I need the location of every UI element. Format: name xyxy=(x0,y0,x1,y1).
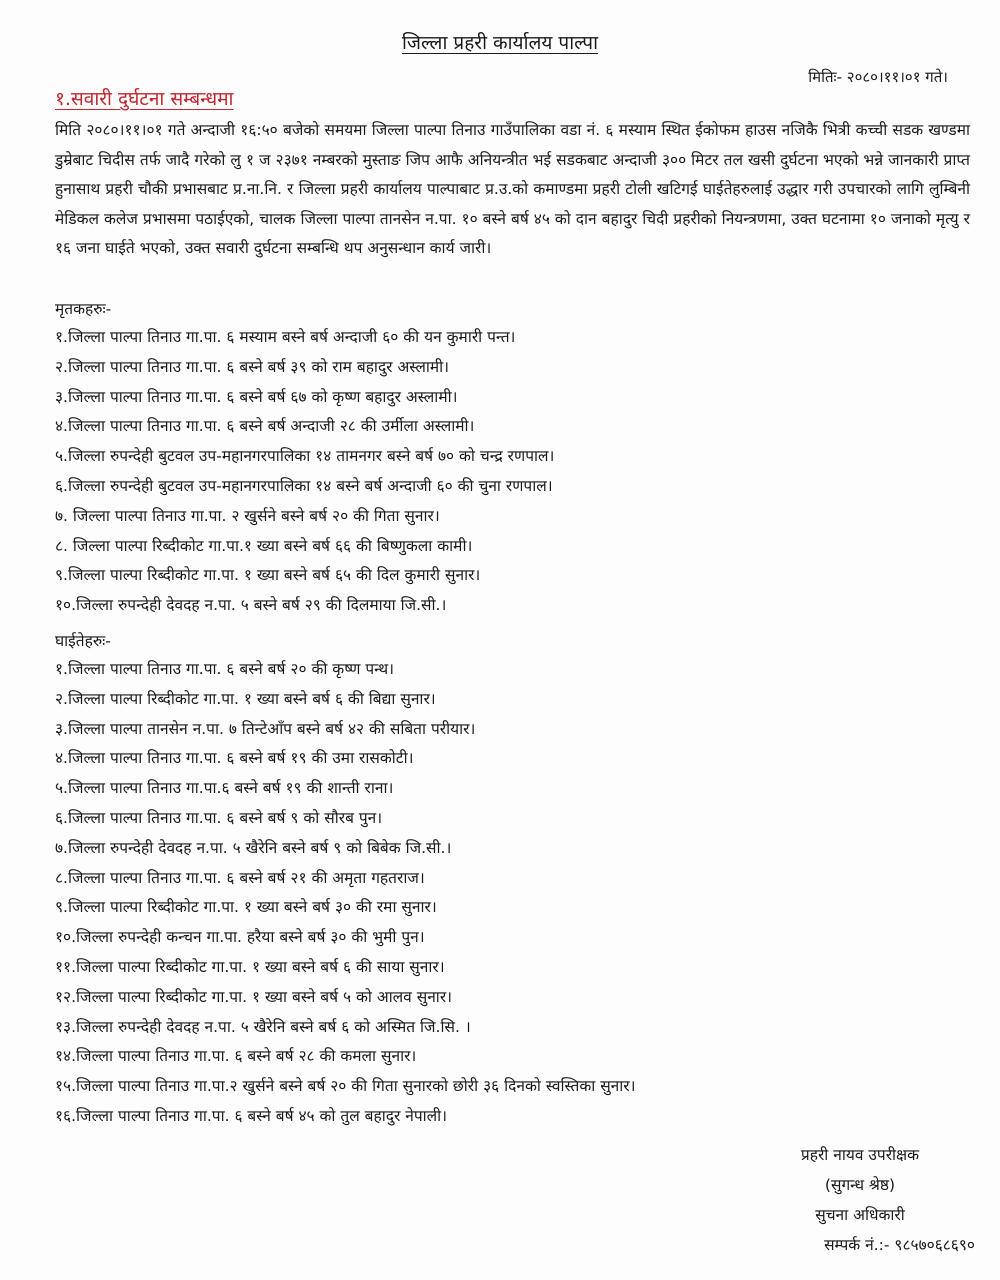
injured-item: १०.जिल्ला रुपन्देही कन्चन गा.पा. हरैया बस्ने बर्ष ३० की भुमी पुन। xyxy=(55,928,425,947)
signature-block xyxy=(745,1140,975,1260)
deceased-item: १०.जिल्ला रुपन्देही देवदह न.पा. ५ बस्ने बर्ष २९ की दिलमाया जि.सी.। xyxy=(55,596,447,615)
injured-item: १५.जिल्ला पाल्पा तिनाउ गा.पा.२ खुर्सने बस्ने बर्ष २० की गिता सुनारको छोरी ३६ दिनको स्वस्तिका सुनार। xyxy=(55,1077,636,1096)
officer-role: सुचना अधिकारी xyxy=(815,1206,905,1224)
subject-heading: १.सवारी दुर्घटना सम्बन्धमा xyxy=(55,88,234,110)
injured-heading: घाईतेहरुः- xyxy=(55,632,111,650)
injured-item: ७.जिल्ला रुपन्देही देवदह न.पा. ५ खैरेनि बस्ने बर्ष ९ को बिबेक जि.सी.। xyxy=(55,838,452,857)
office-title-text: जिल्ला प्रहरी कार्यालय पाल्पा xyxy=(401,32,599,54)
injured-item: ६.जिल्ला पाल्पा तिनाउ गा.पा. ६ बस्ने बर्ष ९ को सौरब पुन। xyxy=(55,808,383,827)
injured-item: ४.जिल्ला पाल्पा तिनाउ गा.पा. ६ बस्ने बर्ष १९ की उमा रासकोटी। xyxy=(55,749,414,768)
office-title xyxy=(0,30,1000,56)
injured-item: १४.जिल्ला पाल्पा तिनाउ गा.पा. ६ बस्ने बर्ष २८ की कमला सुनार। xyxy=(55,1047,417,1066)
deceased-item: ८. जिल्ला पाल्पा रिब्दीकोट गा.पा.१ ख्या बस्ने बर्ष ६६ की बिष्णुकला कामी। xyxy=(55,536,473,555)
injured-item: १६.जिल्ला पाल्पा तिनाउ गा.पा. ६ बस्ने बर्ष ४५ को तुल बहादुर नेपाली। xyxy=(55,1106,448,1125)
contact-number: सम्पर्क नं.:- ९८५७०६८६९० xyxy=(824,1236,975,1254)
incident-description: मिति २०८०।११।०१ गते अन्दाजी १६:५० बजेको समयमा जिल्ला पाल्पा तिनाउ गाउँपालिका वडा नं. ६ मस्याम स्थित ईकोफम हाउस नजिकै भित्री कच्ची सडक खण्डमा डुम्रेबाट चिदीस तर्फ जादै गरेको लु १ ज २३७१ नम्बरको मुस्ताङ जिप आफै अनियन्त्रीत भई सडकबाट अन्दाजी ३०० मिटर तल खसी दुर्घटना भएको भन्ने जानकारी प्राप्त हुनासाथ प्रहरी चौकी प्रभासबाट प्र.ना.नि. र जिल्ला प्रहरी कार्यालय पाल्पाबाट प्र.उ.को कमाण्डमा प्रहरी टोली खटिगई घाईतेहरुलाई उद्धार गरी उपचारको लागि लुम्बिनी मेडिकल कलेज प्रभासमा पठाईएको, चालक जिल्ला पाल्पा तानसेन न.पा. १० बस्ने बर्ष ४५ को दान बहादुर चिदी प्रहरीको नियन्त्रणमा, उक्त घटनामा १० जनाको मृत्यु र १६ जना घाईते भएको, उक्त सवारी दुर्घटना सम्बन्धि थप अनुसन्धान कार्य जारी। xyxy=(55,121,970,257)
officer-name: (सुगन्ध श्रेष्ठ) xyxy=(824,1176,896,1194)
deceased-item: ३.जिल्ला पाल्पा तिनाउ गा.पा. ६ बस्ने बर्ष ६७ को कृष्ण बहादुर अस्लामी। xyxy=(55,387,458,406)
injured-item: १३.जिल्ला रुपन्देही देवदह न.पा. ५ खैरेनि बस्ने बर्ष ६ को अस्मित जि.सि. । xyxy=(55,1017,471,1036)
deceased-item: २.जिल्ला पाल्पा तिनाउ गा.पा. ६ बस्ने बर्ष ३९ को राम बहादुर अस्लामी। xyxy=(55,357,449,376)
injured-item: ३.जिल्ला पाल्पा तानसेन न.पा. ७ तिन्टेआँप बस्ने बर्ष ४२ की सबिता परीयार। xyxy=(55,719,476,738)
deceased-item: ४.जिल्ला पाल्पा तिनाउ गा.पा. ६ बस्ने बर्ष अन्दाजी २८ की उर्मीला अस्लामी। xyxy=(55,417,475,436)
deceased-item: ९.जिल्ला पाल्पा रिब्दीकोट गा.पा. १ ख्या बस्ने बर्ष ६५ की दिल कुमारी सुनार। xyxy=(55,566,481,585)
release-date: मितिः- २०८०।११।०१ गते। xyxy=(808,68,948,86)
injured-item: १.जिल्ला पाल्पा तिनाउ गा.पा. ६ बस्ने बर्ष २० की कृष्ण पन्थ। xyxy=(55,660,395,678)
injured-item: ११.जिल्ला पाल्पा रिब्दीकोट गा.पा. १ ख्या बस्ने बर्ष ६ की साया सुनार। xyxy=(55,957,445,976)
injured-item: २.जिल्ला पाल्पा रिब्दीकोट गा.पा. १ ख्या बस्ने बर्ष ६ की बिद्या सुनार। xyxy=(55,689,436,708)
deceased-heading: मृतकहरुः- xyxy=(55,300,112,318)
injured-list xyxy=(55,628,975,1132)
deceased-list xyxy=(55,296,975,621)
injured-item: ८.जिल्ला पाल्पा तिनाउ गा.पा. ६ बस्ने बर्ष २१ की अमृता गहतराज। xyxy=(55,868,425,887)
deceased-item: ६.जिल्ला रुपन्देही बुटवल उप-महानगरपालिका १४ बस्ने बर्ष अन्दाजी ६० की चुना रणपाल। xyxy=(55,476,553,495)
deceased-item: ७. जिल्ला पाल्पा तिनाउ गा.पा. २ खुर्सने बस्ने बर्ष २० की गिता सुनार। xyxy=(55,506,440,525)
deceased-item: ५.जिल्ला रुपन्देही बुटवल उप-महानगरपालिका १४ तामनगर बस्ने बर्ष ७० को चन्द्र रणपाल। xyxy=(55,447,555,466)
deceased-item: १.जिल्ला पाल्पा तिनाउ गा.पा. ६ मस्याम बस्ने बर्ष अन्दाजी ६० की यन कुमारी पन्त। xyxy=(55,328,516,346)
injured-item: ५.जिल्ला पाल्पा तिनाउ गा.पा.६ बस्ने बर्ष १९ की शान्ती राना। xyxy=(55,779,394,798)
injured-item: १२.जिल्ला पाल्पा रिब्दीकोट गा.पा. १ ख्या बस्ने बर्ष ५ को आलव सुनार। xyxy=(55,987,453,1006)
injured-item: ९.जिल्ला पाल्पा रिब्दीकोट गा.पा. १ ख्या बस्ने बर्ष ३० की रमा सुनार। xyxy=(55,898,437,917)
officer-rank: प्रहरी नायव उपरीक्षक xyxy=(800,1146,920,1164)
